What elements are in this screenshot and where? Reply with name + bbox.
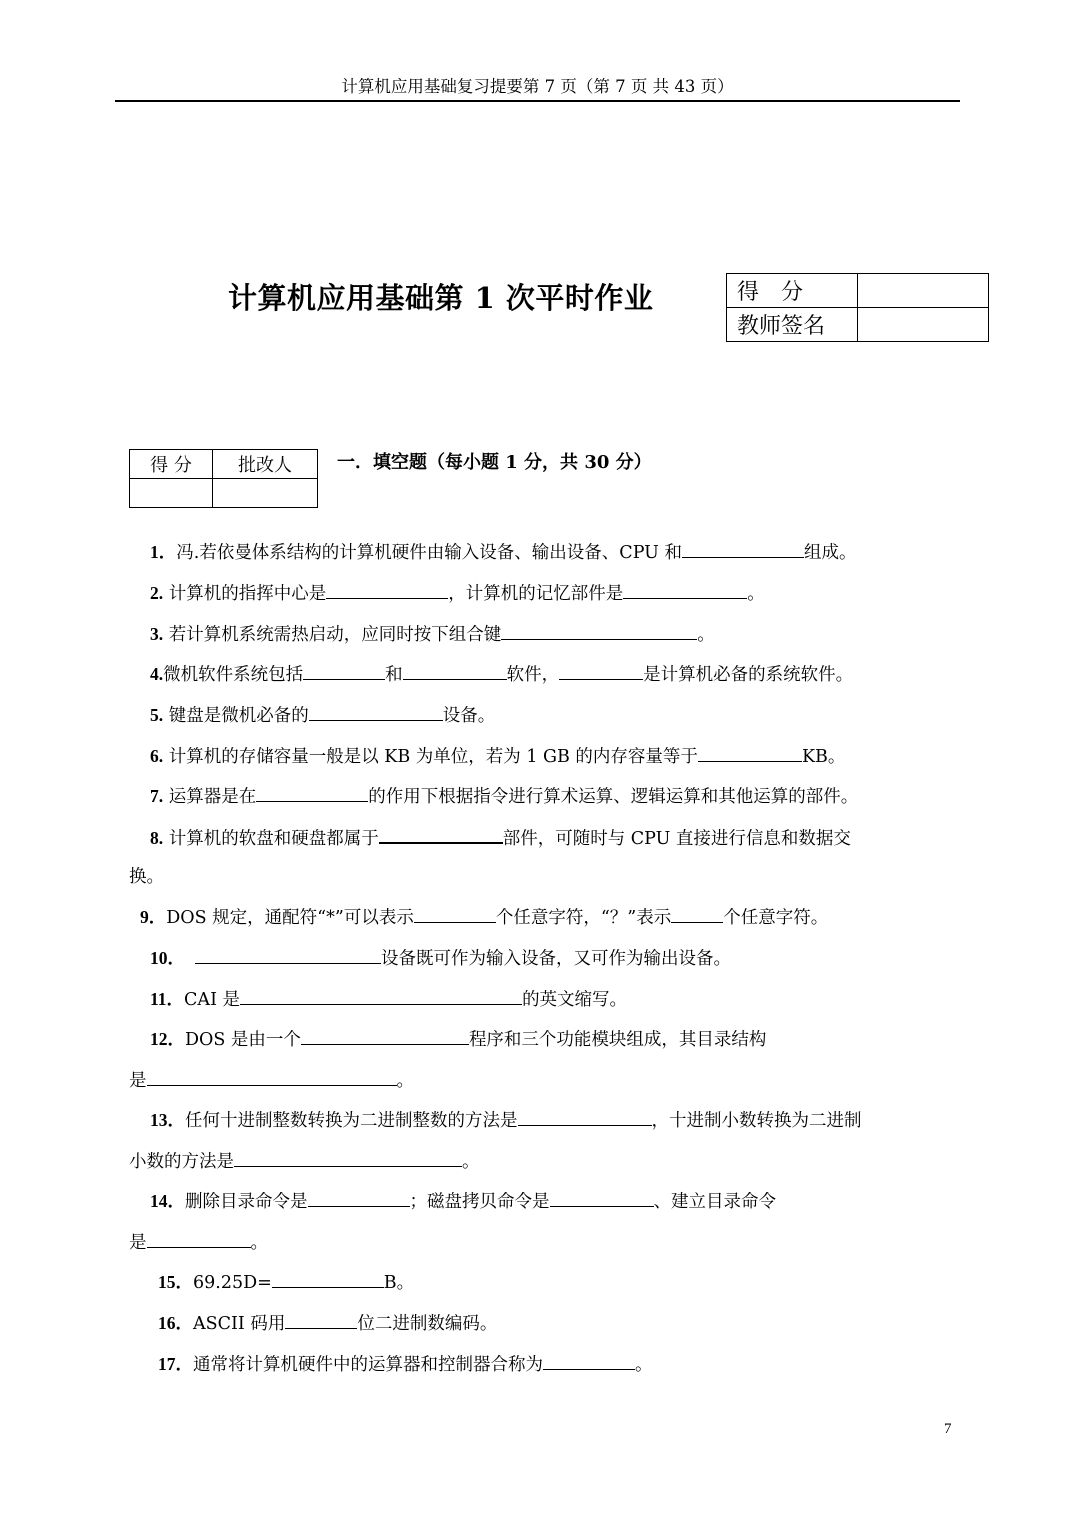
question-number: 11． [150,989,185,1009]
question-text: 。 [396,1071,414,1091]
question-number: 14． [150,1191,185,1211]
answer-blank[interactable] [326,580,448,599]
answer-blank[interactable] [379,824,503,844]
grade-score-cell[interactable] [130,479,213,508]
score-cell[interactable] [858,274,989,308]
question-number: 15． [158,1272,193,1292]
question-text: 程序和三个功能模块组成，其目录结构 [468,1030,767,1050]
question-text: 小数的方法是 [129,1152,234,1172]
answer-blank[interactable] [543,1351,635,1370]
question-text: ，计算机的记忆部件是 [448,584,624,604]
question-9 [140,904,828,931]
question-text: CAI 是 [184,990,241,1010]
question-text: 计算机的指挥中心是 [168,584,327,604]
grader-label: 批改人 [213,450,318,479]
question-text: DOS 规定，通配符“*”可以表示 [166,908,414,928]
question-4 [150,661,853,688]
question-text: 是 [129,1071,147,1091]
answer-blank[interactable] [698,743,802,762]
question-6 [150,743,845,770]
answer-blank[interactable] [195,945,381,964]
question-number: 6. [150,746,164,766]
question-number: 5. [150,705,164,725]
question-text: ；磁盘拷贝命令是 [409,1192,550,1212]
question-number: 3. [150,624,164,644]
answer-blank[interactable] [309,702,443,721]
question-17 [158,1351,653,1378]
answer-blank[interactable] [303,661,385,680]
question-number: 16． [158,1313,193,1333]
question-12 [150,1026,766,1053]
question-text: 位二进制数编码。 [357,1314,498,1334]
question-number: 10． [150,948,185,968]
question-text: 个任意字符，“？”表示 [495,908,672,928]
question-text: KB。 [801,747,846,767]
question-text: 。 [635,1355,653,1375]
question-text: 软件， [506,665,560,685]
question-number: 1． [150,542,177,562]
question-text: 69.25D= [193,1273,272,1293]
question-14 [150,1188,776,1215]
answer-blank[interactable] [308,1188,410,1207]
question-number: 12． [150,1029,185,1049]
question-number: 8. [150,828,164,848]
question-text: 计算机的软盘和硬盘都属于 [168,829,379,849]
answer-blank[interactable] [414,904,496,923]
page-title: 计算机应用基础第 1 次平时作业 [228,281,654,315]
answer-blank[interactable] [550,1188,654,1207]
answer-blank[interactable] [147,1067,397,1086]
question-text: 是 [129,1233,147,1253]
question-text: B。 [383,1273,415,1293]
section-title: 一．填空题（每小题 1 分，共 30 分） [337,452,652,473]
question-number: 9． [140,907,167,927]
question-text: 设备。 [442,706,496,726]
question-text: 微机软件系统包括 [163,665,304,685]
question-text: 和 [385,665,403,685]
answer-blank[interactable] [559,661,643,680]
question-text: 。 [697,625,715,645]
question-text: 换。 [129,867,164,887]
header-rule [115,100,960,102]
answer-blank[interactable] [285,1310,357,1329]
answer-blank[interactable] [671,904,723,923]
question-text: 的英文缩写。 [522,990,628,1010]
grade-table [129,449,318,508]
question-14-continued [129,1229,268,1256]
question-text: 组成。 [803,543,857,563]
question-text: 。 [747,584,765,604]
running-header: 计算机应用基础复习提要第 7 页（第 7 页 共 43 页） [341,77,734,96]
question-1 [150,539,856,566]
question-text: 设备既可作为输入设备，又可作为输出设备。 [381,949,731,969]
answer-blank[interactable] [147,1229,251,1248]
question-12-continued [129,1067,414,1094]
question-13 [150,1107,862,1134]
question-10 [150,945,731,972]
question-8 [150,824,851,852]
question-text: 是计算机必备的系统软件。 [643,665,854,685]
question-8-continued [129,864,164,890]
answer-blank[interactable] [623,580,747,599]
score-table [726,273,989,342]
question-number: 13． [150,1110,185,1130]
question-text: 。 [250,1233,268,1253]
score-label: 得 分 [727,274,858,308]
question-text: ，十进制小数转换为二进制 [651,1111,862,1131]
grader-cell[interactable] [213,479,318,508]
question-number: 4. [150,664,164,684]
answer-blank[interactable] [682,539,804,558]
answer-blank[interactable] [501,621,697,640]
question-2 [150,580,765,607]
question-text: 个任意字符。 [723,908,829,928]
question-7 [150,783,858,810]
question-text: 通常将计算机硬件中的运算器和控制器合称为 [193,1355,543,1375]
answer-blank[interactable] [240,986,522,1005]
question-number: 7. [150,786,164,806]
question-text: 运算器是在 [168,787,257,807]
question-text: 计算机的存储容量一般是以 KB 为单位，若为 1 GB 的内存容量等于 [168,747,698,767]
question-number: 2. [150,583,164,603]
question-15 [158,1269,414,1296]
question-text: 。 [462,1152,480,1172]
question-text: 若计算机系统需热启动，应同时按下组合键 [168,625,502,645]
question-text: 部件，可随时与 CPU 直接进行信息和数据交 [502,829,851,849]
question-5 [150,702,495,729]
answer-blank[interactable] [256,783,368,802]
answer-blank[interactable] [272,1269,384,1288]
question-text: 删除目录命令是 [185,1192,308,1212]
answer-blank[interactable] [234,1148,462,1167]
question-text: 的作用下根据指令进行算术运算、逻辑运算和其他运算的部件。 [368,787,859,807]
page-number: 7 [944,1421,952,1437]
question-text: 键盘是微机必备的 [168,706,309,726]
question-text: 、建立目录命令 [653,1192,776,1212]
question-text: ASCII 码用 [193,1314,286,1334]
question-text: DOS 是由一个 [185,1030,301,1050]
question-13-continued [129,1148,480,1175]
question-text: 任何十进制整数转换为二进制整数的方法是 [185,1111,518,1131]
teacher-signature-label: 教师签名 [727,308,858,342]
answer-blank[interactable] [518,1107,652,1126]
answer-blank[interactable] [403,661,507,680]
question-11 [150,986,627,1013]
answer-blank[interactable] [301,1026,469,1045]
question-3 [150,621,715,648]
question-16 [158,1310,497,1337]
teacher-signature-cell[interactable] [858,308,989,342]
question-text: 冯.若依曼体系结构的计算机硬件由输入设备、输出设备、CPU 和 [176,543,682,563]
grade-score-label: 得 分 [130,450,213,479]
question-number: 17． [158,1354,193,1374]
